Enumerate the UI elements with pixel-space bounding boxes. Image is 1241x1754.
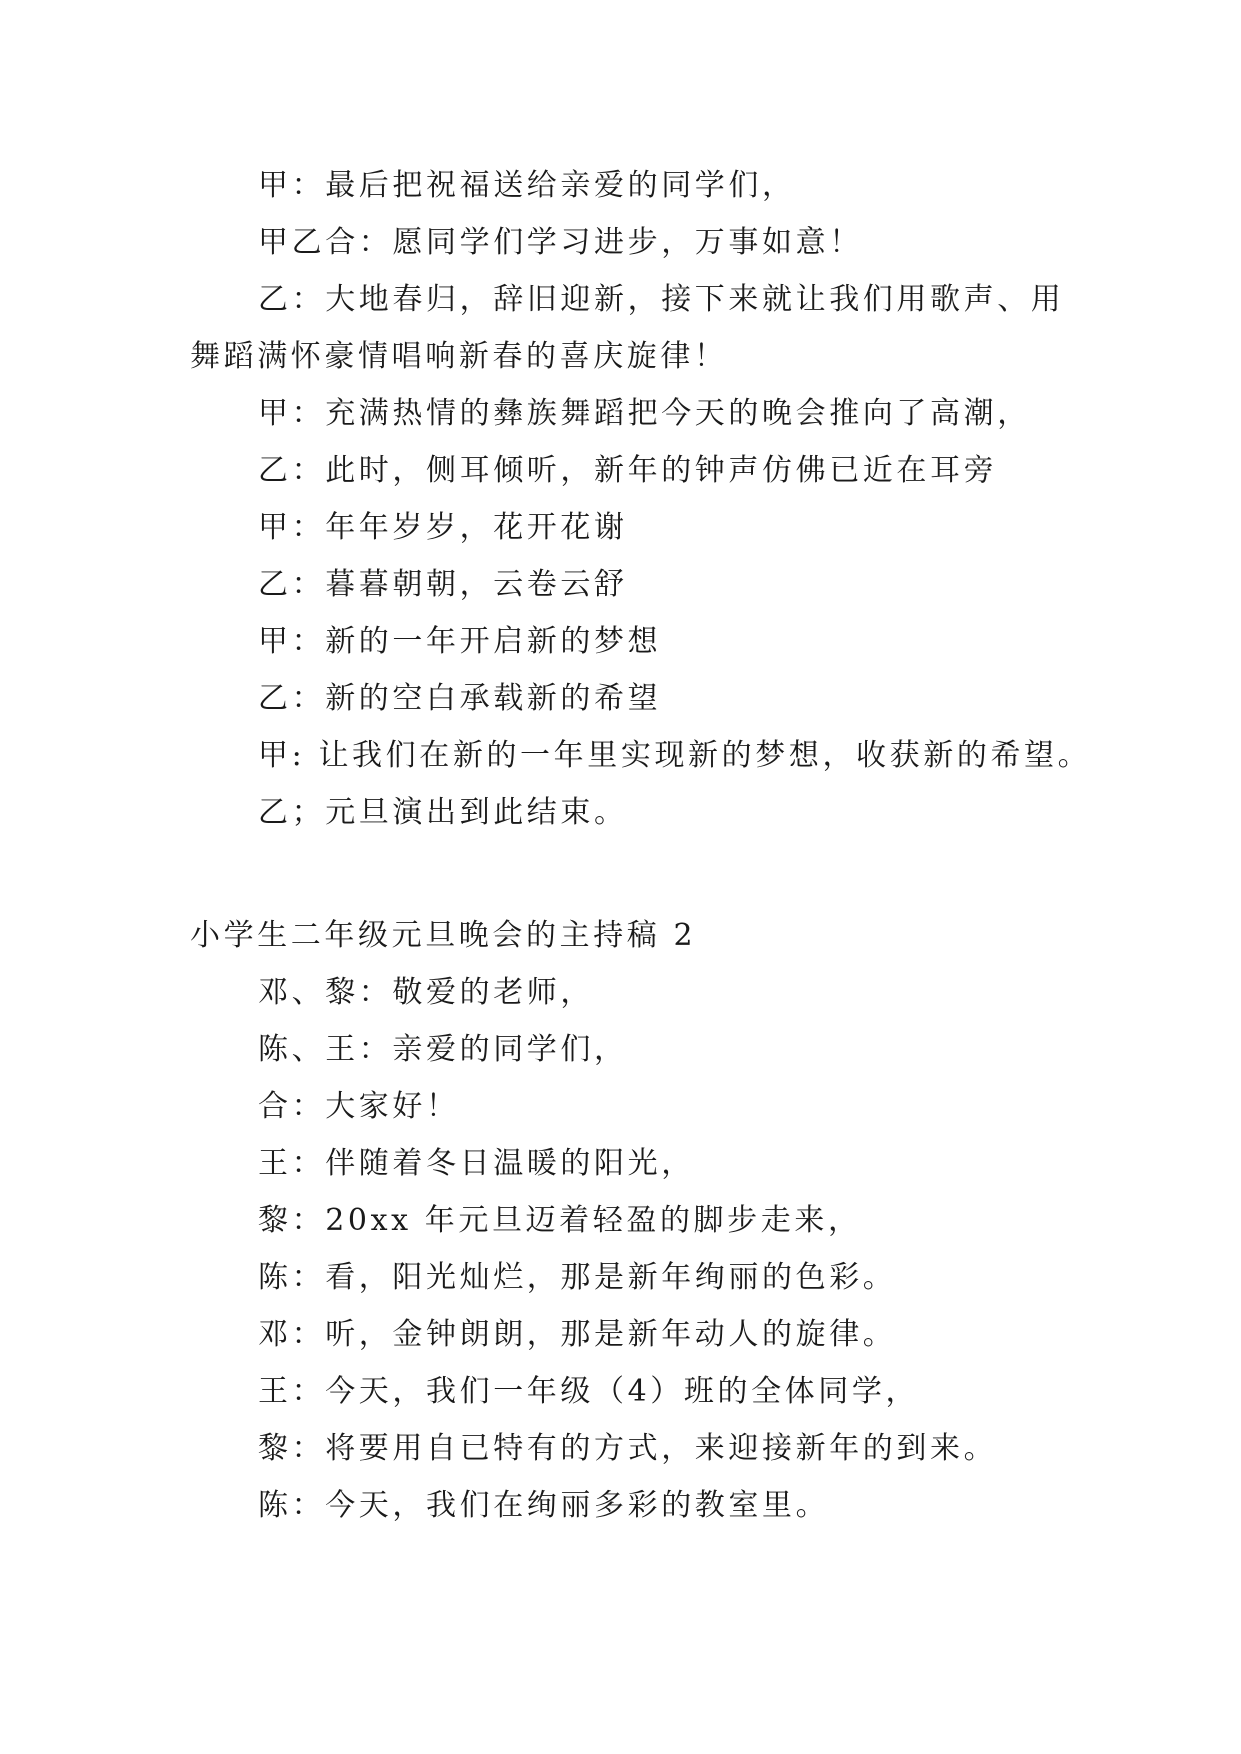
dialogue-line: 陈：今天，我们在绚丽多彩的教室里。 [258,1488,830,1523]
dialogue-line: 乙：新的空白承载新的希望 [258,681,662,716]
dialogue-line: 邓：听，金钟朗朗，那是新年动人的旋律。 [258,1317,897,1352]
dialogue-line: 乙：此时，侧耳倾听，新年的钟声仿佛已近在耳旁 [258,453,998,488]
dialogue-line: 邓、黎：敬爱的老师， [258,975,594,1010]
dialogue-line: 甲：新的一年开启新的梦想 [258,624,662,659]
dialogue-line: 乙：暮暮朝朝，云卷云舒 [258,567,628,602]
dialogue-line-continuation: 舞蹈满怀豪情唱响新春的喜庆旋律！ [190,339,728,374]
dialogue-line: 陈：看，阳光灿烂，那是新年绚丽的色彩。 [258,1260,897,1295]
dialogue-line: 王：今天，我们一年级（4）班的全体同学， [258,1374,920,1409]
dialogue-line: 黎：将要用自已特有的方式，来迎接新年的到来。 [258,1431,998,1466]
dialogue-line: 甲: 让我们在新的一年里实现新的梦想，收获新的希望。 [258,738,1092,773]
dialogue-line: 甲：充满热情的彝族舞蹈把今天的晚会推向了高潮， [258,396,1031,431]
dialogue-line: 乙：大地春归，辞旧迎新，接下来就让我们用歌声、用 [258,282,1065,317]
dialogue-line: 陈、王：亲爱的同学们， [258,1032,628,1067]
dialogue-line: 合：大家好！ [258,1089,460,1124]
dialogue-line: 甲：年年岁岁，花开花谢 [258,510,628,545]
dialogue-line: 乙；元旦演出到此结束。 [258,795,628,830]
dialogue-line: 甲：最后把祝福送给亲爱的同学们， [258,168,796,203]
dialogue-line: 黎：20xx 年元旦迈着轻盈的脚步走来， [258,1203,862,1238]
dialogue-line: 甲乙合：愿同学们学习进步，万事如意！ [258,225,863,260]
dialogue-line: 王：伴随着冬日温暖的阳光， [258,1146,695,1181]
section-heading: 小学生二年级元旦晚会的主持稿 2 [190,918,697,953]
